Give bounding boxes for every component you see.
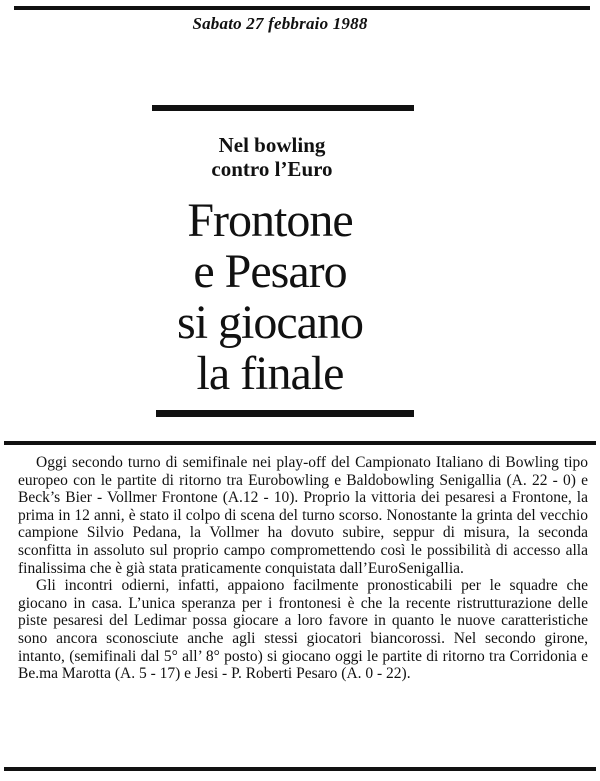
top-rule [14, 6, 590, 10]
kicker-line: Nel bowling [218, 133, 326, 157]
title-line: e Pesaro [193, 245, 347, 298]
title-line: si giocano [177, 296, 363, 349]
title-line: la finale [196, 347, 344, 400]
headline-title [152, 195, 388, 399]
article-body [18, 454, 588, 683]
headline-box-bottom-rule [156, 410, 414, 417]
article-paragraph: Oggi secondo turno di semifinale nei play-off del Campionato Italiano di Bowling tipo europeo con le partite di ritorno tra Eurobowling e Baldobowling Senigallia (A. 22 - 0) e Beck’s Bier - Vollmer Frontone (A.12 - 10). Proprio la vittoria dei pesaresi a Frontone, la prima in 12 anni, è stato il colpo di scena del turno scorso. Nonostante la grinta del vecchio campione Silvio Pedana, la Vollmer ha dovuto subire, seppur di misura, la seconda sconfitta in assoluto sul proprio campo compromettendo così le possibilità di accesso alla finalissima che è già stata praticamente conquistata dall’EuroSenigallia. [18, 454, 588, 577]
dateline: Sabato 27 febbraio 1988 [192, 14, 368, 33]
article-paragraph: Gli incontri odierni, infatti, appaiono facilmente pronosticabili per le squadre che giocano in casa. L’unica speranza per i frontonesi è che la recente ristrutturazione delle piste pesaresi del Ledimar possa giocare a loro favore in quanto le nuove caratteristiche sono ancora sconosciute anche agli stessi giocatori biancorossi. Nel secondo girone, intanto, (semifinali dal 5° all’ 8° posto) si giocano oggi le partite di ritorno tra Corridonia e Be.ma Marotta (A. 5 - 17) e Jesi - P. Roberti Pesaro (A. 0 - 22). [18, 577, 588, 683]
headline-box [152, 105, 414, 419]
headline-kicker [152, 133, 392, 181]
article-top-rule [4, 441, 596, 445]
title-line: Frontone [187, 194, 353, 247]
bottom-rule [4, 767, 596, 771]
kicker-line: contro l’Euro [211, 157, 333, 181]
headline-box-top-rule [152, 105, 414, 111]
